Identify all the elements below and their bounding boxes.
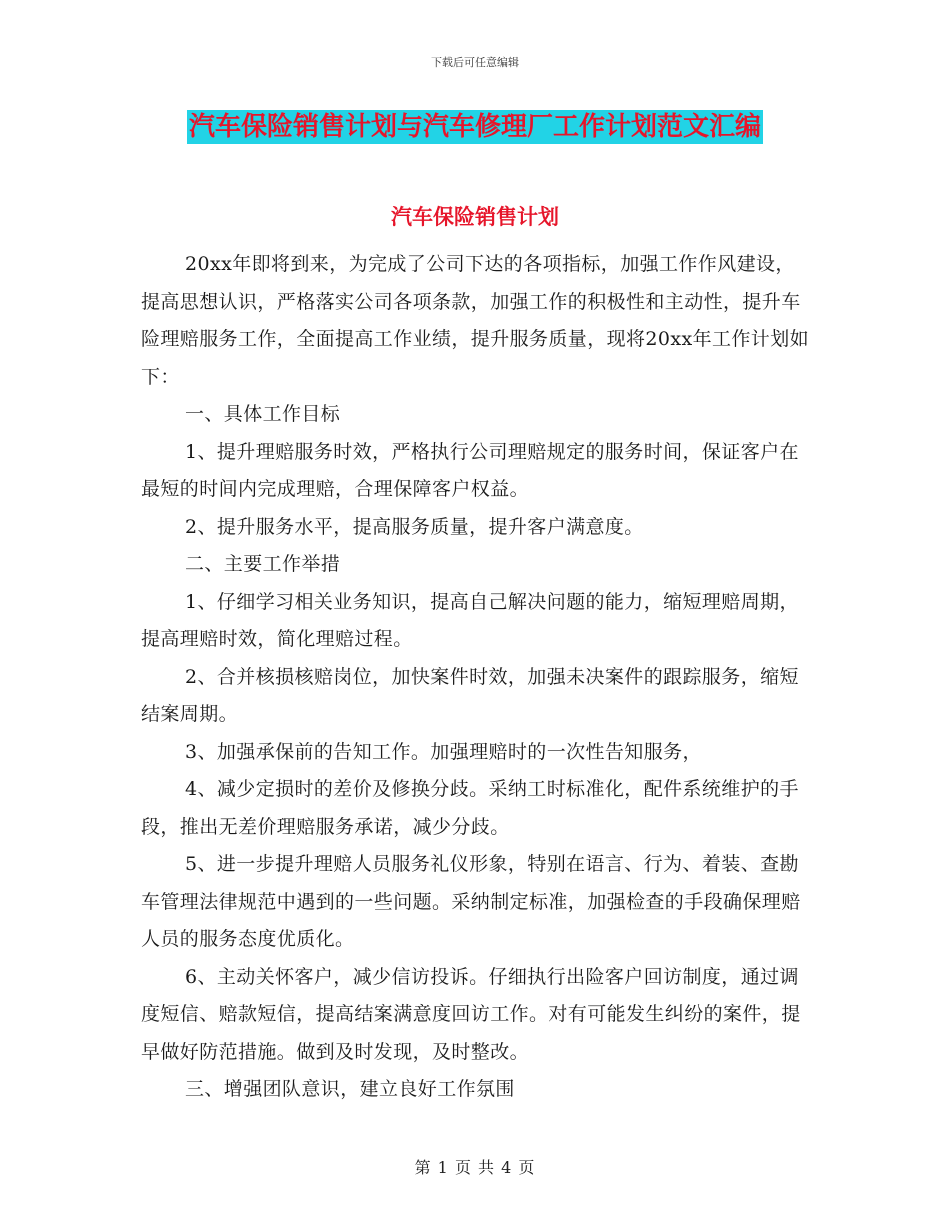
paragraph-goal-2: 2、提升服务水平，提高服务质量，提升客户满意度。 bbox=[185, 515, 644, 538]
page-footer: 第 1 页 共 4 页 bbox=[414, 1158, 536, 1177]
document-body bbox=[141, 246, 813, 1109]
header-note: 下载后可任意编辑 bbox=[431, 56, 519, 69]
paragraph-measure-2: 2、合并核损核赔岗位，加快案件时效，加强未决案件的跟踪服务，缩短结案周期。 bbox=[141, 665, 799, 725]
paragraph-measure-6: 6、主动关怀客户，减少信访投诉。仔细执行出险客户回访制度，通过调度短信、赔款短信，提高结案满意度回访工作。对有可能发生纠纷的案件，提早做好防范措施。做到及时发现，及时整改。 bbox=[141, 965, 801, 1063]
document-title bbox=[0, 110, 950, 144]
paragraph-measure-4: 4、减少定损时的差价及修换分歧。采纳工时标准化，配件系统维护的手段，推出无差价理赔服务承诺，减少分歧。 bbox=[141, 778, 799, 838]
paragraph-goal-1: 1、提升理赔服务时效，严格执行公司理赔规定的服务时间，保证客户在最短的时间内完成理赔，合理保障客户权益。 bbox=[141, 440, 799, 500]
heading-goals: 一、具体工作目标 bbox=[185, 403, 341, 425]
section-title: 汽车保险销售计划 bbox=[391, 205, 559, 229]
document-title-text: 汽车保险销售计划与汽车修理厂工作计划范文汇编 bbox=[188, 112, 761, 142]
paragraph-intro: 20xx年即将到来，为完成了公司下达的各项指标，加强工作作风建设，提高思想认识，严格落实公司各项条款，加强工作的积极性和主动性，提升车险理赔服务工作，全面提高工作业绩，提升服务质量，现将20xx年工作计划如下： bbox=[141, 253, 810, 388]
paragraph-measure-5: 5、进一步提升理赔人员服务礼仪形象，特别在语言、行为、着装、查勘车管理法律规范中遇到的一些问题。采纳制定标准，加强检查的手段确保理赔人员的服务态度优质化。 bbox=[141, 853, 801, 950]
paragraph-measure-3: 3、加强承保前的告知工作。加强理赔时的一次性告知服务， bbox=[185, 740, 702, 763]
heading-measures: 二、主要工作举措 bbox=[185, 553, 341, 575]
paragraph-measure-1: 1、仔细学习相关业务知识，提高自己解决问题的能力，缩短理赔周期，提高理赔时效，简化理赔过程。 bbox=[141, 590, 799, 650]
heading-teamwork: 三、增强团队意识，建立良好工作氛围 bbox=[185, 1078, 515, 1100]
